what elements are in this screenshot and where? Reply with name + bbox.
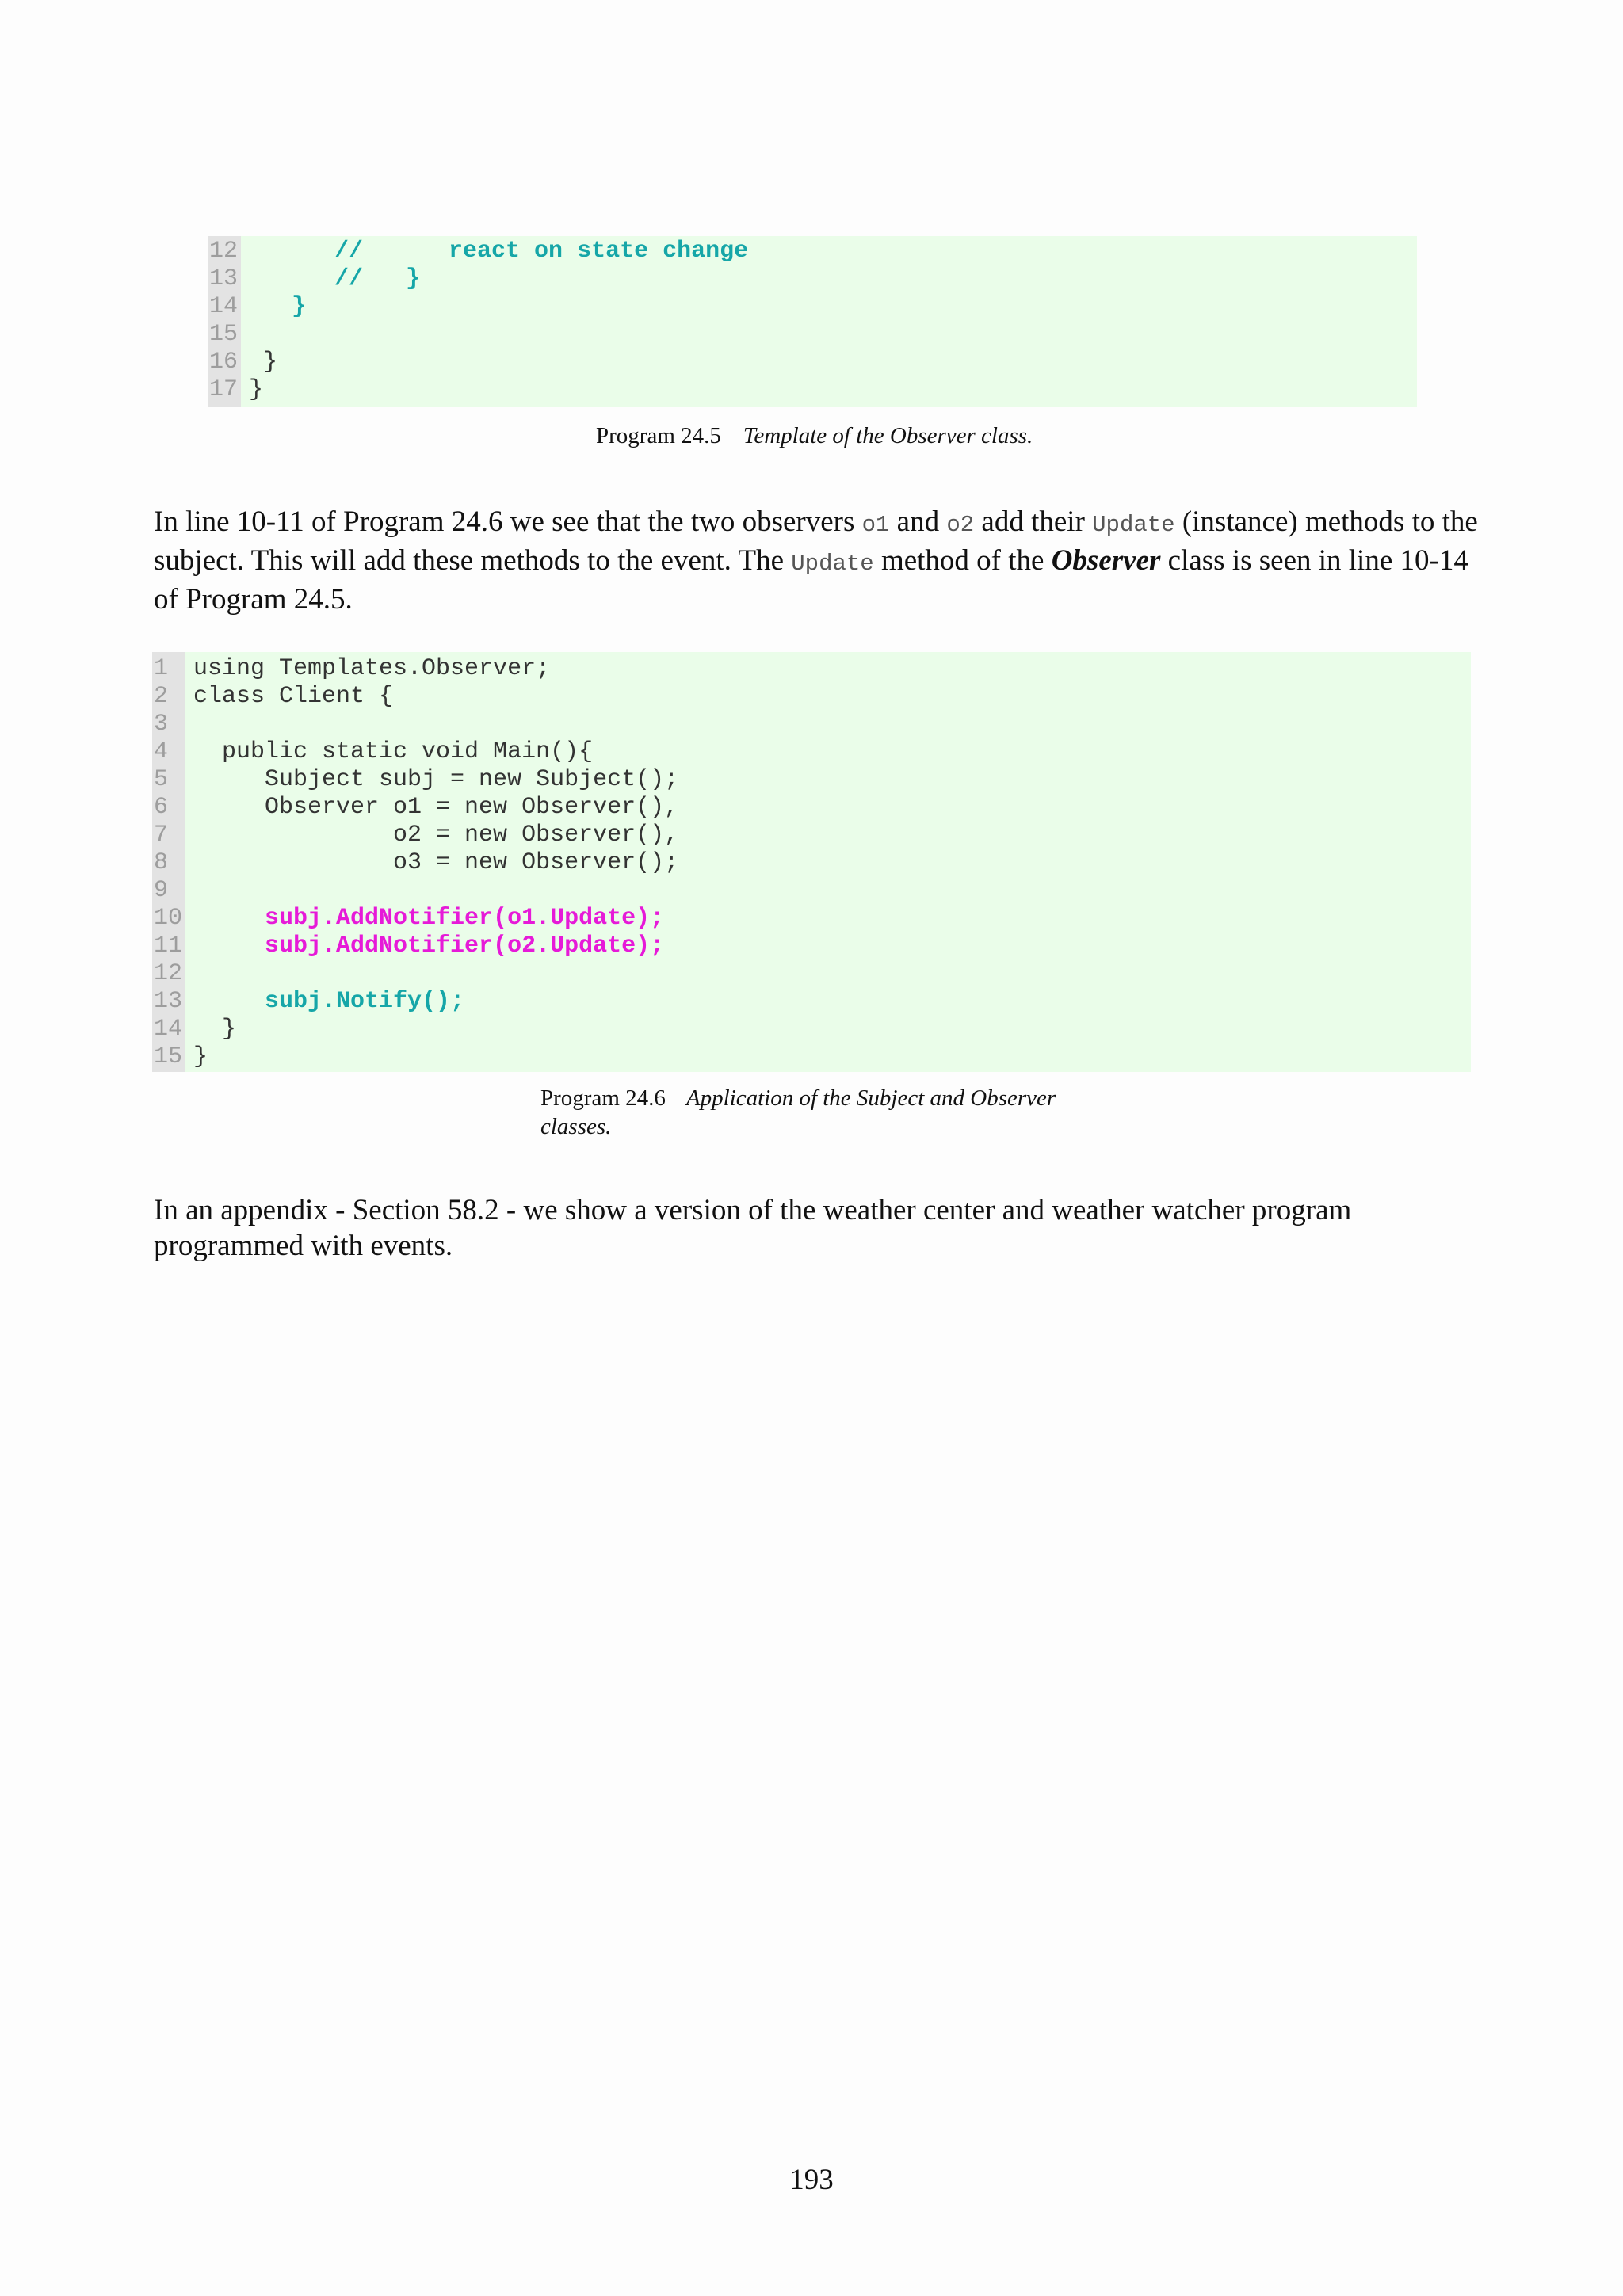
- bold-observer: Observer: [1051, 544, 1161, 577]
- line-number: 15: [154, 1043, 183, 1070]
- code-text: }: [249, 376, 264, 403]
- page-number: 193: [789, 2164, 834, 2196]
- code-text: o3 = new Observer();: [193, 849, 679, 876]
- line-number: 5: [154, 766, 169, 793]
- inline-code-update: Update: [791, 551, 874, 577]
- code-line: [208, 349, 1417, 376]
- code-line: [152, 655, 1471, 683]
- code-text: }: [193, 1016, 237, 1043]
- code-text: // react on state change: [249, 238, 749, 265]
- caption-number: Program 24.5: [596, 423, 721, 448]
- code-text: subj.Notify();: [193, 988, 465, 1015]
- code-listing-program-24-6: [152, 652, 1471, 1072]
- line-number: 13: [154, 988, 183, 1015]
- line-number: 11: [154, 933, 183, 959]
- code-line: [208, 265, 1417, 293]
- code-line: [152, 683, 1471, 711]
- code-line: [208, 321, 1417, 349]
- line-number: 12: [209, 238, 239, 265]
- line-number: 10: [154, 905, 183, 932]
- program-caption-24-6: [540, 1084, 1127, 1141]
- code-line: [152, 794, 1471, 822]
- code-text: public static void Main(){: [193, 738, 594, 765]
- line-number: 16: [209, 349, 239, 376]
- line-number: 4: [154, 738, 169, 765]
- code-text: o2 = new Observer(),: [193, 822, 679, 849]
- line-number: 17: [209, 376, 239, 403]
- code-line: [152, 822, 1471, 849]
- code-text: }: [193, 1043, 208, 1070]
- body-paragraph-1: In line 10-11 of Program 24.6 we see that the two observers o1 and o2 add their Update (instance) methods to the subject. This will add these methods to the event. The Update method of the Observer class is seen in line 10-14 of Program 24.5.: [154, 505, 1478, 616]
- code-line: [152, 766, 1471, 794]
- line-number: 1: [154, 655, 169, 682]
- line-number: 7: [154, 822, 169, 849]
- line-number: 2: [154, 683, 169, 710]
- line-number: 14: [209, 293, 239, 320]
- code-line: [152, 877, 1471, 905]
- inline-code-o2: o2: [946, 512, 975, 538]
- caption-title: Template of the Observer class.: [743, 423, 1033, 448]
- inline-code-update: Update: [1092, 512, 1175, 538]
- code-line: [152, 1043, 1471, 1071]
- line-number: 8: [154, 849, 169, 876]
- program-caption-24-5: [596, 421, 1033, 450]
- code-text: // }: [249, 265, 421, 292]
- line-number: 12: [154, 960, 183, 987]
- code-listing-program-24-5: [208, 236, 1417, 407]
- code-line: [208, 238, 1417, 265]
- code-text: subj.AddNotifier(o1.Update);: [193, 905, 665, 932]
- line-number: 6: [154, 794, 169, 821]
- line-number: 13: [209, 265, 239, 292]
- line-number: 3: [154, 711, 169, 738]
- code-text: }: [249, 293, 307, 320]
- code-line: [152, 933, 1471, 960]
- line-number: 14: [154, 1016, 183, 1043]
- code-text: subj.AddNotifier(o2.Update);: [193, 933, 665, 959]
- code-text: Observer o1 = new Observer(),: [193, 794, 679, 821]
- code-text: class Client {: [193, 683, 394, 710]
- line-number: 15: [209, 321, 239, 348]
- caption-title: Application of the Subject and Observer classes.: [540, 1085, 1056, 1139]
- code-text: using Templates.Observer;: [193, 655, 551, 682]
- code-line: [152, 988, 1471, 1016]
- code-line: [152, 738, 1471, 766]
- code-line: [152, 711, 1471, 738]
- code-line: [152, 1016, 1471, 1043]
- code-line: [208, 376, 1417, 404]
- inline-code-o1: o1: [861, 512, 890, 538]
- code-line: [152, 905, 1471, 933]
- code-line: [152, 960, 1471, 988]
- code-line: [208, 293, 1417, 321]
- body-paragraph-2: In an appendix - Section 58.2 - we show a version of the weather center and weather watcher program programmed with events.: [154, 1194, 1352, 1262]
- code-line: [152, 849, 1471, 877]
- line-number: 9: [154, 877, 169, 904]
- caption-number: Program 24.6: [540, 1085, 666, 1111]
- code-text: }: [249, 349, 278, 376]
- code-text: Subject subj = new Subject();: [193, 766, 679, 793]
